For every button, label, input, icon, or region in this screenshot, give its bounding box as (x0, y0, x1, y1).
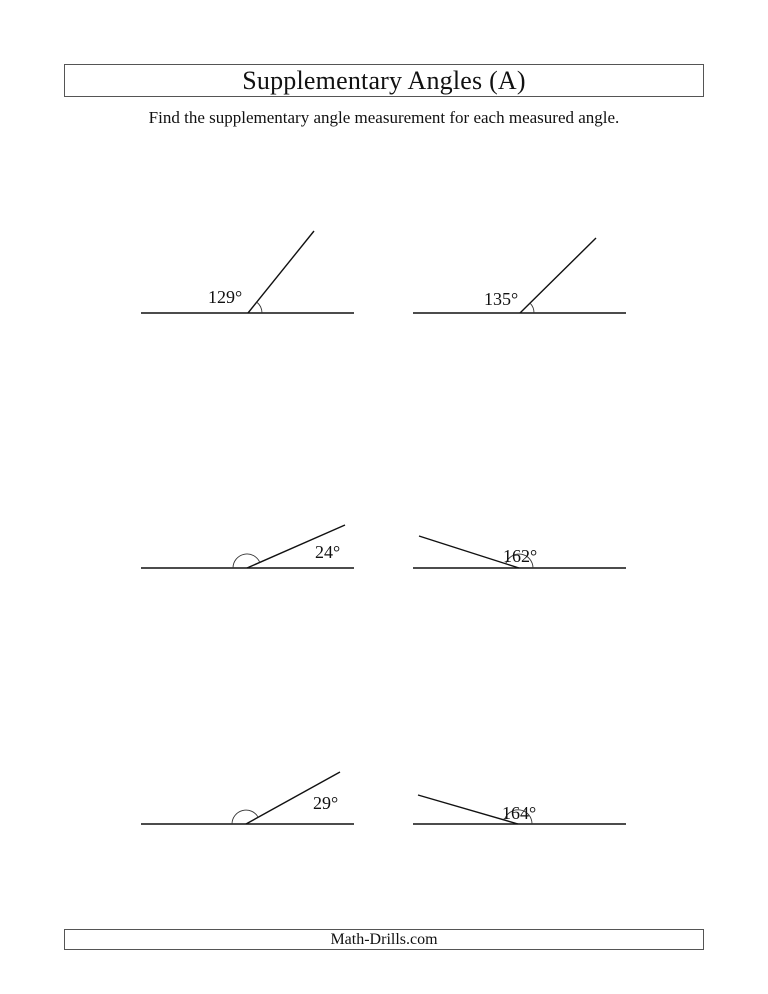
angle-ray (520, 238, 596, 313)
angle-arc (233, 554, 260, 568)
angle-label: 129° (208, 287, 243, 307)
angle-arc (257, 302, 262, 313)
angle-label: 162° (503, 546, 538, 566)
angle-problem-5 (141, 772, 354, 824)
angle-problem-6 (413, 795, 626, 824)
angle-arc (232, 810, 258, 824)
angle-label: 29° (313, 793, 339, 813)
angle-problem-2 (413, 238, 626, 313)
worksheet-footer: Math-Drills.com (64, 929, 704, 950)
angle-label: 135° (484, 289, 519, 309)
angle-label: 24° (315, 542, 341, 562)
angle-ray (248, 231, 314, 313)
angle-label: 164° (502, 803, 537, 823)
angle-problem-1 (141, 231, 354, 313)
angle-problem-3 (141, 525, 354, 568)
worksheet-instructions: Find the supplementary angle measurement for each measured angle. (148, 108, 620, 127)
angle-arc (530, 303, 534, 313)
worksheet-title: Supplementary Angles (A) (64, 64, 704, 97)
angle-problem-4 (413, 536, 626, 568)
